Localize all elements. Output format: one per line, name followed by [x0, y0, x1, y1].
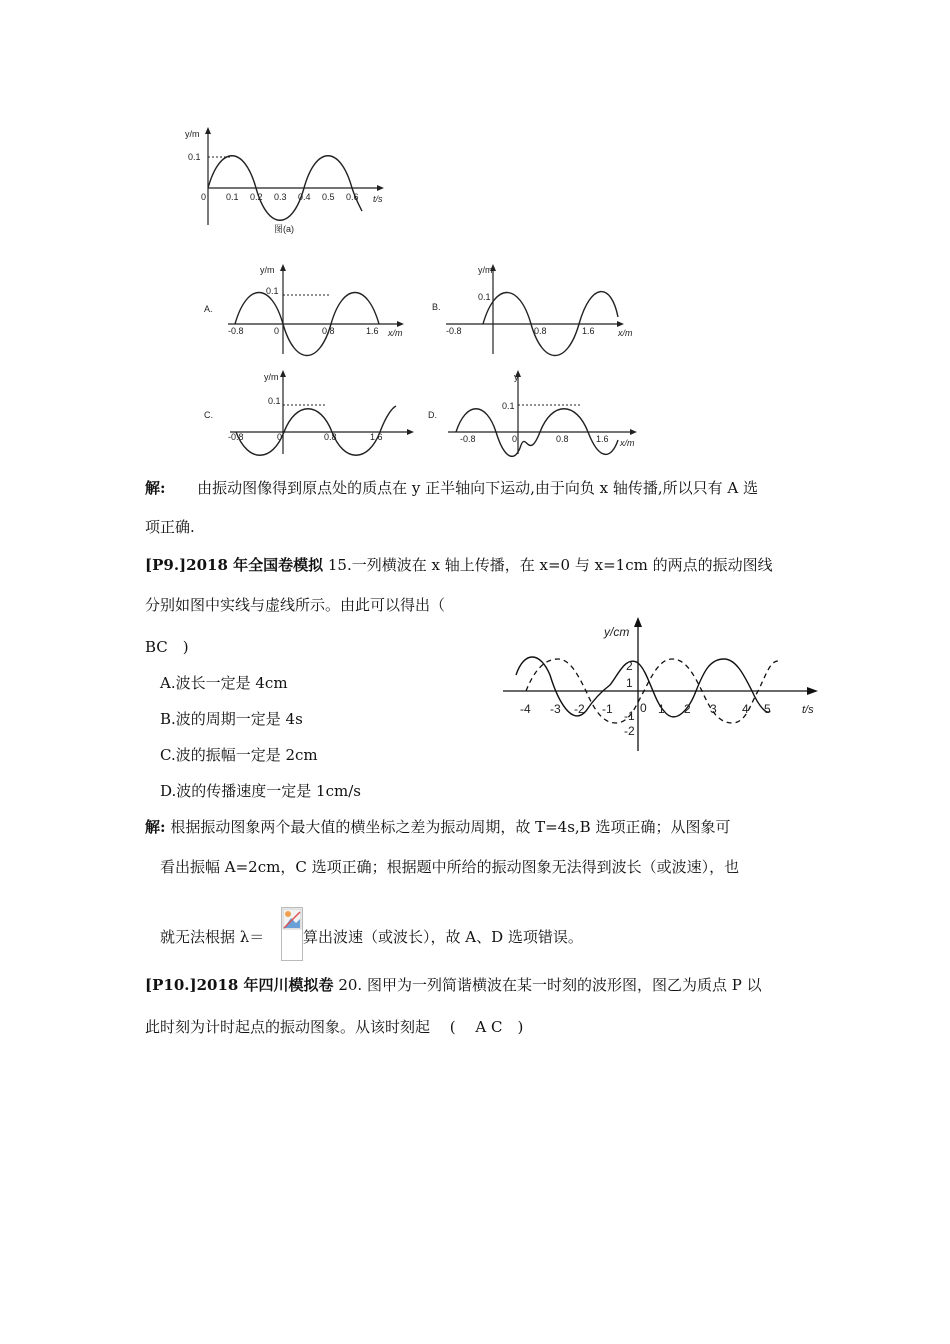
question-9-origin: 0	[640, 701, 647, 715]
question-10-line-2: 此时刻为计时起点的振动图象。从该时刻起 ( A C )	[145, 1018, 524, 1036]
question-9-ytick: -1	[624, 709, 635, 723]
option-c-tick: -0.8	[228, 432, 244, 442]
question-9-xtick: 3	[710, 702, 717, 716]
question-9-ytick: 2	[626, 659, 633, 673]
option-a-amp: 0.1	[266, 286, 279, 296]
option-a-xlabel: x/m	[388, 328, 403, 338]
option-a-tick: 1.6	[366, 326, 379, 336]
option-d-tick: 0.8	[556, 434, 569, 444]
fig-a-ylabel: y/m	[185, 129, 200, 139]
fig-a-ytick: 0.1	[188, 152, 201, 162]
solution-label: 解:	[145, 818, 166, 836]
solution-2-line-2: 看出振幅 A=2cm，C 选项正确；根据题中所给的振动图象无法得到波长（或波速），也	[160, 858, 740, 876]
option-a-tick: 0.8	[322, 326, 335, 336]
question-9-xtick: 4	[742, 702, 749, 716]
option-a-graph	[200, 262, 415, 362]
solution-1-line-2: 项正确.	[145, 518, 195, 536]
option-c-amp: 0.1	[268, 396, 281, 406]
option-b-letter: B.	[432, 302, 441, 312]
option-b-graph	[428, 262, 643, 362]
option-d-graph	[428, 368, 648, 458]
fig-a-xtick: 0.6	[346, 192, 359, 202]
fig-a-xtick: 0.5	[322, 192, 335, 202]
option-b-tick: 1.6	[582, 326, 595, 336]
option-a-letter: A.	[204, 304, 213, 314]
option-d-amp: 0.1	[502, 401, 515, 411]
question-9-xlabel: t/s	[802, 704, 814, 716]
option-d-tick: 0	[512, 434, 518, 444]
option-a-tick: 0	[274, 326, 280, 336]
question-9-xtick: 2	[684, 702, 691, 716]
question-9-xtick: 5	[764, 702, 771, 716]
question-9-line-2: 分别如图中实线与虚线所示。由此可以得出（	[145, 596, 446, 614]
option-c-ylabel: y/m	[264, 372, 279, 382]
fig-a-caption: 图(a)	[274, 224, 294, 234]
question-9-option-d: D.波的传播速度一定是 1cm/s	[160, 782, 361, 800]
question-9-vibration-graph	[498, 615, 828, 755]
solution-2-line-1	[145, 817, 730, 837]
fig-a-xtick: 0.2	[250, 192, 263, 202]
fig-a-xtick: 0.1	[226, 192, 239, 202]
question-10-text-1: 20. 图甲为一列简谐横波在某一时刻的波形图，图乙为质点 P 以	[338, 976, 762, 994]
vibration-graph-a	[170, 125, 410, 240]
fig-a-xtick: 0.4	[298, 192, 311, 202]
question-9-option-a: A.波长一定是 4cm	[160, 674, 288, 692]
solution-label: 解:	[145, 479, 166, 497]
question-9-answer: BC )	[145, 638, 189, 656]
option-c-letter: C.	[204, 410, 213, 420]
option-b-xlabel: x/m	[618, 328, 633, 338]
question-9-text-1: 15.一列横波在 x 轴上传播，在 x=0 与 x=1cm 的两点的振动图线	[327, 556, 773, 574]
fig-a-origin: 0	[201, 192, 207, 202]
question-9-ytick: 1	[626, 676, 633, 690]
option-d-tick: 1.6	[596, 434, 609, 444]
question-9-xtick: -1	[602, 702, 613, 716]
broken-image-icon	[282, 908, 302, 930]
question-9-ylabel: y/cm	[604, 625, 630, 639]
question-9-tag: [P9.]2018 年全国卷模拟	[145, 556, 324, 574]
option-a-tick: -0.8	[228, 326, 244, 336]
option-b-tick: -0.8	[446, 326, 462, 336]
question-9-ytick: -2	[624, 724, 635, 738]
option-c-graph	[200, 368, 420, 458]
question-9-xtick: 1	[658, 702, 665, 716]
option-b-amp: 0.1	[478, 292, 491, 302]
solution-2-text-1: 根据振动图象两个最大值的横坐标之差为振动周期，故 T=4s,B 选项正确；从图象可	[170, 818, 731, 836]
option-c-tick: 1.6	[370, 432, 383, 442]
option-d-tick: -0.8	[460, 434, 476, 444]
question-9-xtick: -3	[550, 702, 561, 716]
option-d-ylabel: y	[514, 372, 519, 382]
solution-2-line-3a: 就无法根据 λ＝	[160, 928, 265, 946]
option-d-letter: D.	[428, 410, 437, 420]
question-10-tag: [P10.]2018 年四川模拟卷	[145, 976, 334, 994]
option-d-xlabel: x/m	[620, 438, 635, 448]
formula-image-placeholder	[281, 907, 303, 961]
question-9-option-b: B.波的周期一定是 4s	[160, 710, 303, 728]
question-10-line-1	[145, 975, 762, 995]
fig-a-xtick: 0.3	[274, 192, 287, 202]
option-c-tick: 0	[277, 432, 283, 442]
solution-1-line-1	[145, 478, 758, 498]
option-c-tick: 0.8	[324, 432, 337, 442]
question-9-line-1	[145, 555, 773, 575]
question-9-option-c: C.波的振幅一定是 2cm	[160, 746, 318, 764]
solution-2-line-3b: 算出波速（或波长），故 A、D 选项错误。	[303, 928, 583, 946]
solution-1-text-1: 由振动图像得到原点处的质点在 y 正半轴向下运动,由于向负 x 轴传播,所以只有 A 选	[197, 479, 759, 497]
option-a-ylabel: y/m	[260, 265, 275, 275]
option-b-ylabel: y/m	[478, 265, 493, 275]
question-9-xtick: -4	[520, 702, 531, 716]
fig-a-xlabel: t/s	[373, 194, 383, 204]
option-b-tick: 0.8	[534, 326, 547, 336]
question-9-xtick: -2	[574, 702, 585, 716]
